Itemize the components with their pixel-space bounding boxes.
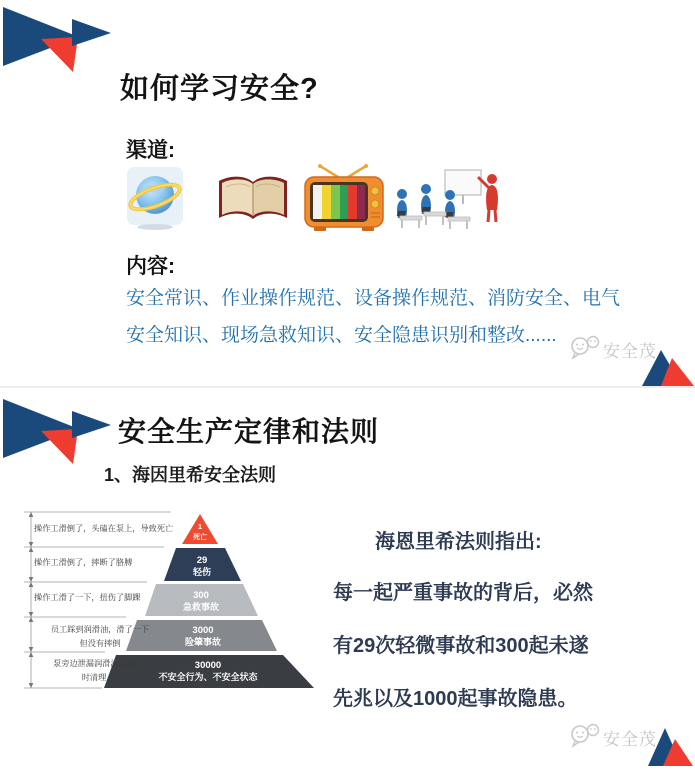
pyramid-note-3: 操作工滑了一下，扭伤了脚踝 — [34, 593, 141, 602]
slide-1 — [0, 0, 695, 386]
pyramid-level-5-count: 30000 — [194, 660, 222, 671]
pyramid-level-1-label: 死亡 — [193, 534, 207, 541]
law-line-3: 先兆以及1000起事故隐患。 — [333, 688, 578, 710]
content-line-2: 安全知识、现场急救知识、安全隐患识别和整改...... — [126, 325, 557, 346]
content-label: 内容: — [126, 255, 175, 278]
content-line-1: 安全常识、作业操作规范、设备操作规范、消防安全、电气 — [126, 288, 621, 309]
corner-mountains-icon — [638, 346, 695, 386]
open-book-icon — [212, 172, 294, 228]
pyramid-level-5-label: 不安全行为、不安全状态 — [158, 672, 258, 682]
classroom-training-icon — [390, 168, 506, 230]
television-icon — [302, 164, 386, 232]
chat-bubbles-icon — [570, 722, 600, 748]
heinrich-pyramid — [4, 505, 336, 701]
corner-mountains-icon — [646, 724, 695, 766]
pyramid-note-1: 操作工滑倒了，头磕在泵上，导致死亡 — [34, 524, 174, 533]
chat-bubbles-icon — [570, 334, 600, 360]
pyramid-note-5-line2: 时清理 — [81, 673, 107, 682]
pyramid-level-2-count: 29 — [196, 555, 208, 566]
pyramid-note-2: 操作工滑倒了，摔断了胳膊 — [34, 558, 133, 567]
pyramid-level-4-label: 险肇事故 — [184, 637, 222, 647]
slide1-title: 如何学习安全? — [120, 73, 319, 105]
slide1-corner-decoration-icon — [0, 0, 115, 78]
slide-2 — [0, 388, 695, 773]
pyramid-level-1-count: 1 — [197, 522, 203, 531]
slide2-subtitle: 1、海因里希安全法则 — [104, 465, 277, 485]
channels-label: 渠道: — [126, 139, 175, 162]
law-line-2: 有29次轻微事故和300起未遂 — [333, 635, 589, 657]
slide2-corner-decoration-icon — [0, 392, 115, 470]
law-heading: 海恩里希法则指出: — [375, 531, 542, 553]
pyramid-note-4-line2: 但没有摔倒 — [79, 639, 121, 648]
pyramid-level-2-label: 轻伤 — [192, 567, 212, 577]
slide2-title: 安全生产定律和法则 — [118, 416, 380, 447]
pyramid-note-4-line1: 员工踩到润滑油，滑了一下 — [50, 625, 150, 634]
pyramid-level-3-count: 300 — [193, 590, 209, 601]
brand-name: 安全茂 — [603, 730, 657, 749]
law-text — [333, 525, 693, 735]
brand-name: 安全茂 — [603, 342, 657, 361]
internet-browser-icon — [126, 166, 184, 232]
pyramid-level-4-count: 3000 — [192, 625, 214, 636]
pyramid-note-5-line1: 泵旁边泄漏润滑油未及 — [53, 659, 135, 668]
pyramid-level-3-label: 急救事故 — [182, 602, 220, 612]
law-line-1: 每一起严重事故的背后，必然 — [333, 582, 593, 604]
